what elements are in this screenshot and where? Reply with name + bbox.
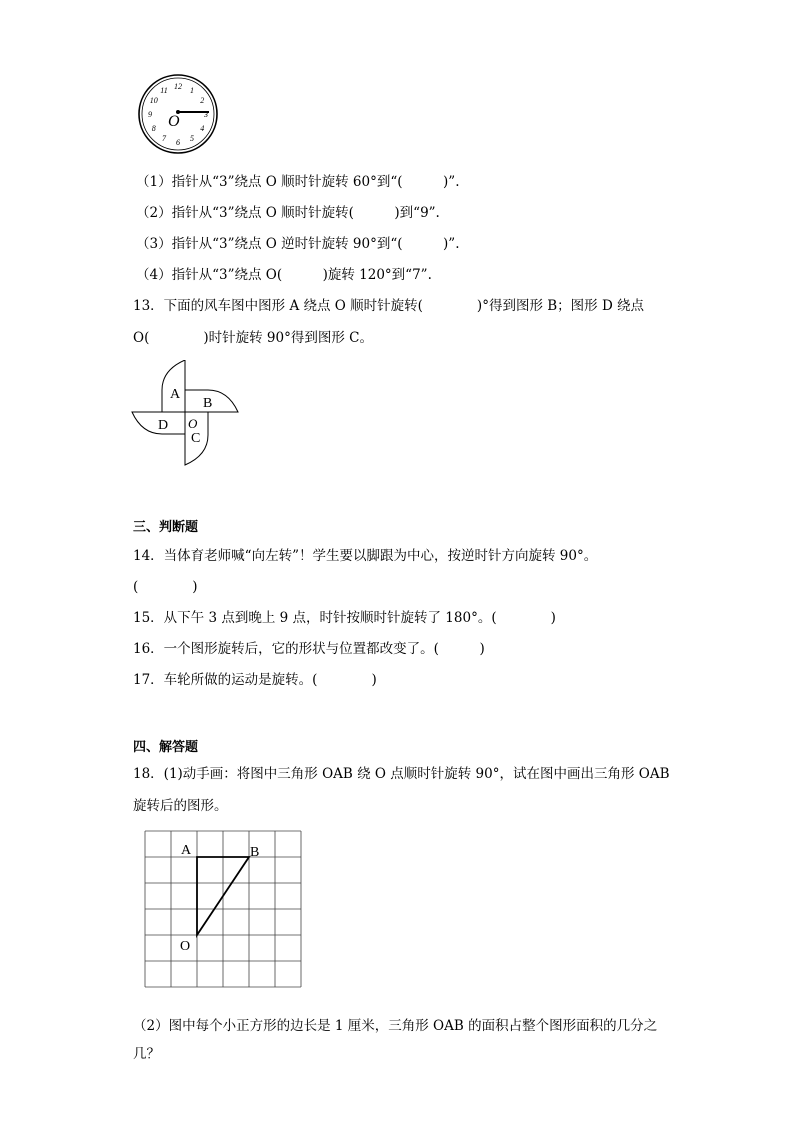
q17: 17．车轮所做的运动是旋转。( )	[133, 672, 377, 688]
grid-label-a: A	[181, 843, 192, 858]
clock-center-label: O	[168, 113, 180, 130]
q18-line-1: 18．(1)动手画：将图中三角形 OAB 绕 O 点顺时针旋转 90°，试在图中画出三角形 OAB	[133, 766, 670, 782]
label-c: C	[191, 431, 201, 446]
q14-answer-blank: ( )	[133, 579, 198, 595]
q12-item-3: （3）指针从“3”绕点 O 逆时针旋转 90°到“( )”.	[136, 236, 460, 252]
clock-figure	[135, 74, 221, 154]
clock-number-9: 9	[148, 110, 152, 119]
clock-number-7: 7	[162, 134, 166, 144]
shape-a	[162, 360, 185, 412]
clock-number-12: 12	[174, 82, 182, 91]
clock-number-4: 4	[200, 124, 205, 133]
label-a: A	[170, 387, 181, 402]
clock-number-6: 6	[176, 138, 180, 147]
q13-line-2: O( )时针旋转 90°得到图形 C。	[133, 330, 373, 346]
q16: 16．一个图形旋转后，它的形状与位置都改变了。( )	[133, 641, 485, 657]
grid-label-o: O	[180, 939, 191, 954]
clock-number-5: 5	[190, 134, 194, 144]
grid-label-b: B	[250, 845, 260, 860]
q12-item-4: （4）指针从“3”绕点 O( )旋转 120°到“7”.	[136, 267, 432, 283]
q18-part2-line-1: （2）图中每个小正方形的边长是 1 厘米，三角形 OAB 的面积占整个图形面积的几分之	[133, 1018, 658, 1034]
q15: 15．从下午 3 点到晚上 9 点，时针按顺时针旋转了 180°。( )	[133, 610, 556, 626]
clock-number-10: 10	[149, 96, 158, 105]
clock-number-8: 8	[151, 124, 156, 133]
label-d: D	[158, 418, 169, 433]
label-o: O	[188, 416, 198, 431]
label-b: B	[203, 396, 213, 411]
grid-figure	[140, 828, 306, 992]
clock-number-1: 1	[190, 85, 194, 95]
section-3-title: 三、判断题	[133, 520, 199, 535]
pinwheel-figure	[130, 360, 242, 470]
q12-item-2: （2）指针从“3”绕点 O 顺时针旋转( )到“9”.	[136, 205, 440, 221]
q12-item-1: （1）指针从“3”绕点 O 顺时针旋转 60°到“( )”.	[136, 174, 460, 190]
clock-number-11: 11	[160, 85, 168, 95]
q13-line-1: 13．下面的风车图中图形 A 绕点 O 顺时针旋转( )°得到图形 B；图形 D 绕点	[133, 298, 645, 314]
q18-part2-line-2: 几？	[133, 1046, 160, 1062]
section-4-title: 四、解答题	[133, 740, 199, 755]
clock-number-3: 3	[204, 110, 208, 119]
q18-line-2: 旋转后的图形。	[133, 798, 228, 814]
clock-number-2: 2	[200, 96, 205, 105]
q14-line-1: 14．当体育老师喊“向左转”！学生要以脚跟为中心，按逆时针方向旋转 90°。	[133, 548, 598, 564]
